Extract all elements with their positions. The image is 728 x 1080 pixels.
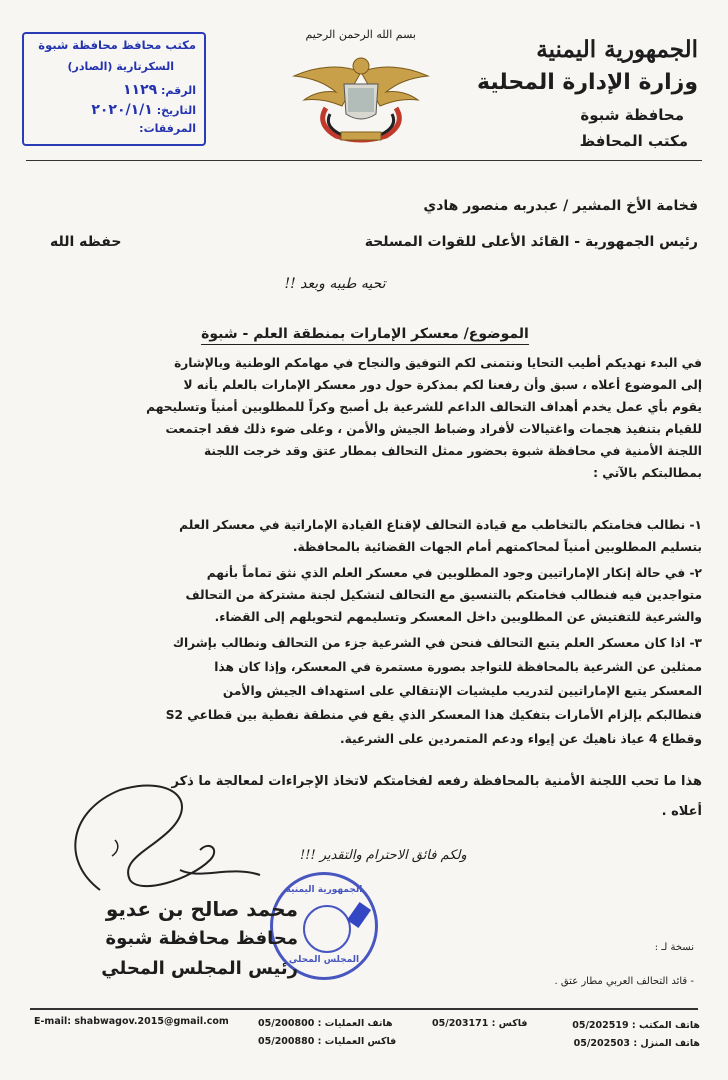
body-line-item2: والشرعية للتفتيش عن المطلوبين داخل المعسكر وتسليمهم لتحويلهم إلى القضاء. (214, 610, 702, 624)
stamp-number: ١١٢٩ (122, 82, 158, 98)
addressee-blessing: حفظه الله (50, 234, 122, 250)
body-line-item3: فنطالبكم بإلزام الأمارات بتفكيك هذا المعسكر الذي يقع في منطقة نفطية بين قطاعي S2 (165, 708, 702, 722)
stamp-label: السكرتارية (الصادر) (67, 60, 174, 73)
footer-office-phone (572, 1020, 700, 1031)
ministry-title: وزارة الإدارة المحلية (477, 70, 698, 95)
home-phone-value: 05/202503 (573, 1038, 631, 1049)
body-line-item1: بتسليم المطلوبين أمنياً لمحاكمتهم أمام الجهات القضائية بالمحافظة. (292, 540, 702, 554)
addressee-line2: رئيس الجمهورية - القائد الأعلى للقوات المسلحة (364, 234, 698, 250)
seal-text-bottom: المجلس المحلي (288, 955, 360, 965)
body-line-paragraph: إلى الموضوع أعلاه ، سبق وأن رفعنا لكم بمذكرة حول دور معسكر الإمارات بالعلم بأنه لا (183, 378, 702, 392)
signatory-council: رئيس المجلس المحلي (101, 958, 298, 979)
body-line-item2: متواجدين فيه فنطالب فخامتكم بالتنسيق مع التحالف لتشكيل لجنة مشتركة من التحالف (185, 588, 702, 602)
header-divider (26, 160, 702, 161)
body-line-paragraph: بمطالبتكم بالآتي : (593, 466, 702, 480)
ops-phone-value: 05/200800 (258, 1018, 315, 1029)
ops-fax-value: 05/200880 (258, 1036, 315, 1047)
body-line-closing: هذا ما تحب اللجنة الأمنية بالمحافظة رفعه لفخامتكم لاتخاذ الإجراءات لمعالجة ما ذكر (171, 774, 702, 789)
eagle-emblem-icon (286, 44, 436, 149)
body-line-item3: ٣- اذا كان معسكر العلم يتبع التحالف فنحن في الشرعية جزء من التحالف ونطالب بإشراك (172, 636, 702, 650)
regards: ولكم فائق الاحترام والتقدير !!! (300, 848, 467, 863)
footer-divider (30, 1008, 698, 1010)
footer-fax (432, 1018, 528, 1029)
stamp-date: ٢٠٢٠/١/١ (91, 102, 153, 118)
body-line-item3: المعسكر يتبع الإماراتيين لتدريب مليشيات الإنتقالي على استهداف الجيش والأمن (222, 684, 702, 698)
footer-ops-phone (258, 1018, 393, 1029)
seal-text-top: الجمهورية اليمنية (285, 885, 363, 895)
governorate-title: محافظة شبوة (580, 106, 684, 124)
body-line-closing: أعلاه . (661, 804, 702, 819)
stamp-date-label: التاريخ: (156, 104, 196, 117)
stamp-attachments-label: المرفقات: (139, 122, 196, 135)
addressee-line1: فخامة الأخ المشير / عبدربه منصور هادي (423, 198, 698, 214)
stamp-title: مكتب محافظ محافظة شبوة (38, 38, 196, 52)
incoming-stamp (22, 32, 206, 146)
body-line-paragraph: للقيام بتنفيذ هجمات واغتيالات لأفراد وضباط الجيش والأمن ، وعلى ضوء ذلك فقد اجتمعت (165, 422, 702, 436)
body-line-paragraph: يقوم بأي عمل يخدم أهداف التحالف الداعم للشرعية بل أصبح وكراً للمطلوبين أمنياً وتسليحهم (146, 400, 702, 414)
signatory-name: محمد صالح بن عديو (105, 897, 298, 921)
signatory-title: محافظ محافظة شبوة (105, 928, 298, 949)
footer-home-phone (574, 1038, 700, 1049)
ops-fax-label: فاكس العمليات : (317, 1036, 397, 1047)
office-phone-label: هاتف المكتب : (631, 1020, 700, 1031)
footer-email: E-mail: shabwagov.2015@gmail.com (34, 1016, 229, 1027)
stamp-date-row (91, 102, 196, 118)
office-phone-value: 05/202519 (572, 1020, 629, 1031)
greeting: تحيه طيبه وبعد !! (284, 276, 386, 292)
subject (180, 326, 550, 342)
cc-label: نسخة لـ : (654, 942, 694, 953)
footer-ops-fax (258, 1036, 396, 1047)
country-title: الجمهورية اليمنية (536, 36, 698, 63)
home-phone-label: هاتف المنزل : (633, 1038, 700, 1049)
subject-text: الموضوع/ معسكر الإمارات بمنطقة العلم - شبوة (201, 326, 529, 345)
body-line-item2: ٢- في حالة إنكار الإماراتيين وجود المطلوبين في معسكر العلم الذي نثق تماماً بأنهم (206, 566, 702, 580)
office-title: مكتب المحافظ (579, 132, 688, 150)
fax-value: 05/203171 (432, 1018, 489, 1029)
body-line-item1: ١- نطالب فخامتكم بالتخاطب مع قيادة التحالف لإقناع القيادة الإماراتية في معسكر العلم (179, 518, 702, 532)
stamp-number-label: الرقم: (161, 84, 196, 97)
stamp-number-row (123, 82, 196, 98)
cc-item: - قائد التحالف العربي مطار عتق . (554, 976, 694, 987)
republic-emblem (286, 28, 436, 150)
seal-inner-ring (303, 905, 351, 953)
ops-phone-label: هاتف العمليات : (317, 1018, 393, 1029)
basmala: بسم الله الرحمن الرحيم (305, 28, 416, 41)
body-line-paragraph: في البدء نهديكم أطيب التحايا ونتمنى لكم التوفيق والنجاح في مهامكم الوطنية وبالإشارة (174, 356, 702, 370)
body-line-paragraph: اللجنة الأمنية في محافظة شبوة بحضور ممثل التحالف بمطار عتق وقد خرجت اللجنة (204, 444, 702, 458)
fax-label: فاكس : (491, 1018, 528, 1029)
body-line-item3: وقطاع 4 عياذ ناهيك عن إيواء ودعم المتمردين على الشرعية. (339, 732, 702, 746)
body-line-item3: ممثلين عن الشرعية بالمحافظة للتواجد بصورة مستمرة في المعسكر، وإذا كان هذا (214, 660, 702, 674)
